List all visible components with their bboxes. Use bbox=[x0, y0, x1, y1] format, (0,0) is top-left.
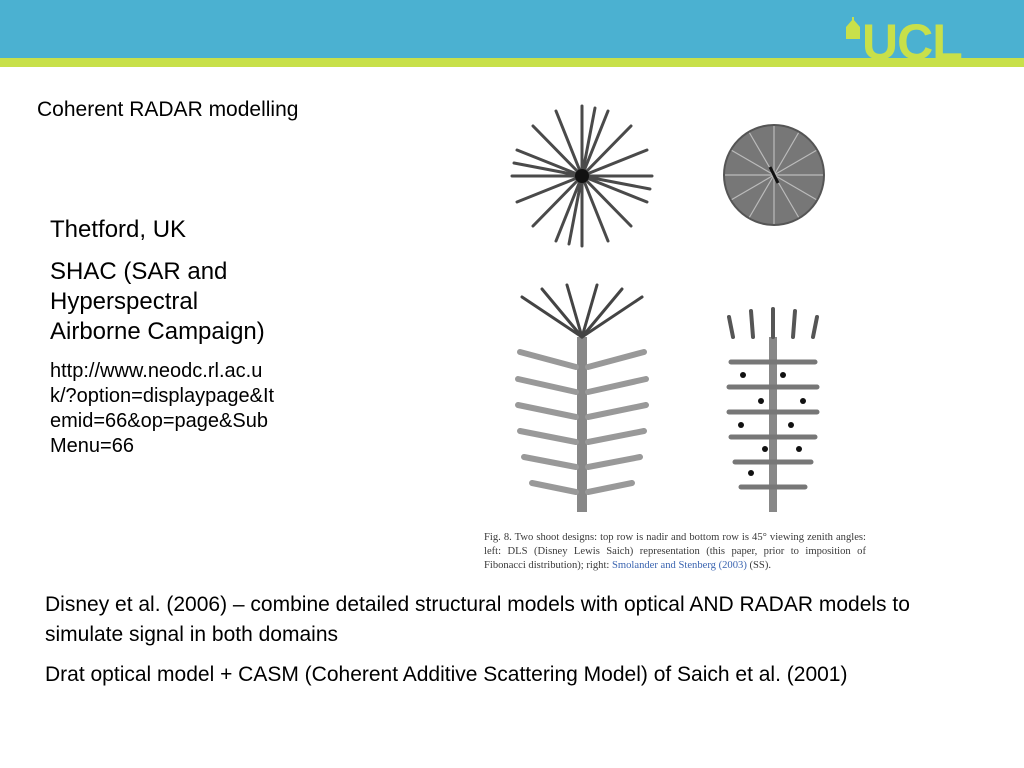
campaign-url[interactable]: http://www.neodc.rl.ac.uk/?option=displaypage&Itemid=66&op=page&SubMenu=66 bbox=[50, 360, 275, 457]
bullet-list bbox=[45, 590, 925, 700]
shoot-figure bbox=[478, 92, 868, 590]
left-column bbox=[50, 215, 275, 471]
figure-caption bbox=[484, 531, 866, 573]
location-text: Thetford, UK bbox=[50, 216, 187, 243]
nadir-dls-shoot bbox=[512, 106, 652, 246]
logo-text: UCL bbox=[862, 17, 962, 61]
bullet-item: Disney et al. (2006) – combine detailed structural models with optical AND RADAR models to simulate signal in both domains bbox=[45, 593, 910, 646]
portico-icon bbox=[846, 27, 860, 39]
oblique-ss-shoot bbox=[729, 309, 817, 512]
caption-end: (SS). bbox=[746, 560, 771, 571]
ucl-logo bbox=[846, 17, 996, 61]
campaign-text: SHAC (SAR and Hyperspectral Airborne Campaign) bbox=[50, 258, 265, 345]
shoot-illustration bbox=[478, 92, 868, 532]
nadir-ss-shoot bbox=[724, 125, 824, 225]
caption-citation-link[interactable]: Smolander and Stenberg (2003) bbox=[612, 560, 747, 571]
caption-text: Fig. 8. Two shoot designs: top row is nadir and bottom row is 45° viewing zenith angles: left: DLS (Disney Lewis Saich) representation (this paper, prior to imposition of Fibonacci distribution); right: bbox=[484, 532, 866, 571]
oblique-dls-shoot bbox=[518, 285, 646, 512]
slide-title: Coherent RADAR modelling bbox=[37, 98, 299, 121]
bullet-item: Drat optical model + CASM (Coherent Additive Scattering Model) of Saich et al. (2001) bbox=[45, 663, 848, 686]
